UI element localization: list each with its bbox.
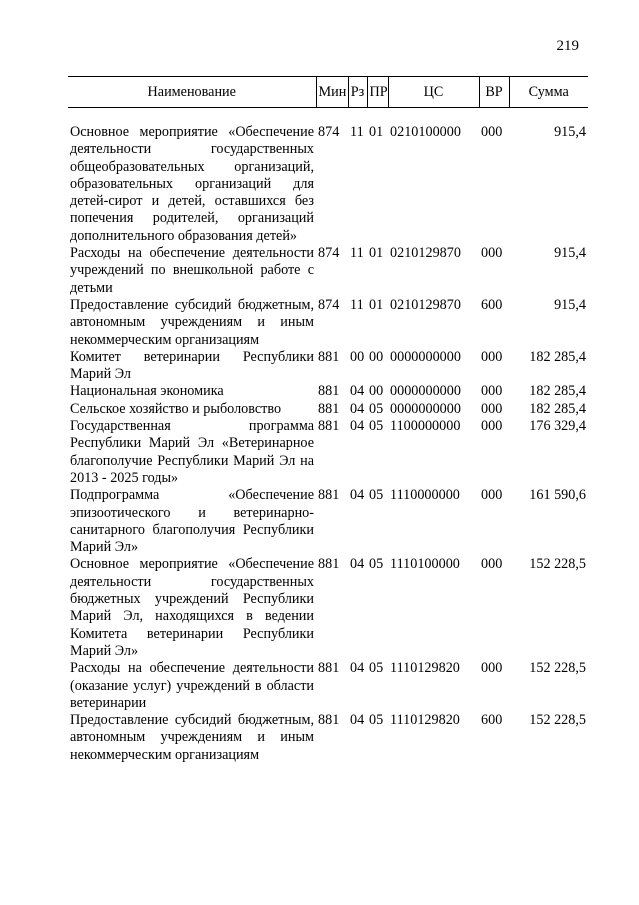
- row-pr: 05: [369, 400, 384, 417]
- row-vr: 000: [481, 556, 503, 573]
- header-sum: Сумма: [509, 77, 588, 108]
- row-vr: 600: [481, 712, 503, 729]
- row-pr: 01: [369, 124, 384, 140]
- row-min: 881: [318, 383, 340, 400]
- row-min: 874: [318, 124, 340, 140]
- row-vr: 000: [481, 400, 503, 417]
- table-row: [68, 660, 588, 712]
- row-cs: 0210129870: [390, 296, 461, 313]
- row-pr: 00: [369, 383, 384, 400]
- row-sum: 152 228,5: [529, 712, 586, 729]
- row-sum: 152 228,5: [529, 556, 586, 573]
- row-min: 874: [318, 296, 340, 313]
- table-row: [68, 297, 588, 349]
- page-number: 219: [556, 38, 579, 54]
- row-rz: 11: [350, 245, 364, 262]
- row-name: Основное мероприятие «Обеспечение деятельности государственных бюджетных учреждений Республики Марий Эл, находящихся в ведении Комитета ветеринарии Республики Марий Эл»: [70, 556, 314, 659]
- row-vr: 000: [481, 245, 503, 262]
- row-min: 881: [318, 400, 340, 417]
- table-row: [68, 418, 588, 487]
- row-rz: 04: [350, 556, 365, 573]
- row-cs: 1110129820: [390, 660, 460, 677]
- budget-table: [68, 76, 588, 764]
- row-cs: 0000000000: [390, 400, 461, 417]
- table-row: [68, 349, 588, 384]
- row-cs: 1110129820: [390, 712, 460, 729]
- row-min: 881: [318, 660, 340, 677]
- header-cs: ЦС: [388, 77, 479, 108]
- table-row: [68, 556, 588, 660]
- row-pr: 01: [369, 245, 384, 262]
- row-sum: 182 285,4: [529, 383, 586, 400]
- row-name: Предоставление субсидий бюджетным, автономным учреждениям и иным некоммерческим организациям: [70, 712, 314, 763]
- row-name: Основное мероприятие «Обеспечение деятельности государственных общеобразовательных организаций, образовательных организаций для детей-сирот и детей, оставшихся без попечения родителей, организаций дополнительного образования детей»: [70, 124, 314, 244]
- header-pr: ПР: [367, 77, 388, 108]
- row-min: 881: [318, 487, 340, 504]
- table-row: [68, 712, 588, 764]
- row-vr: 000: [481, 383, 503, 400]
- header-min: Мин: [316, 77, 348, 108]
- row-name: Комитет ветеринарии Республики Марий Эл: [70, 348, 314, 383]
- row-cs: 0000000000: [390, 348, 461, 365]
- row-rz: 11: [350, 296, 364, 313]
- row-pr: 05: [369, 418, 384, 435]
- row-pr: 01: [369, 296, 384, 313]
- row-cs: 1100000000: [390, 418, 461, 435]
- table-row: [68, 487, 588, 556]
- row-pr: 00: [369, 348, 384, 365]
- row-vr: 000: [481, 124, 503, 140]
- row-name: Сельское хозяйство и рыболовство: [70, 400, 282, 417]
- row-sum: 915,4: [554, 245, 586, 262]
- row-sum: 182 285,4: [529, 400, 586, 417]
- spacer-row: [68, 108, 588, 125]
- row-sum: 152 228,5: [529, 660, 586, 677]
- row-pr: 05: [369, 660, 384, 677]
- row-cs: 0000000000: [390, 383, 461, 400]
- table-row: [68, 245, 588, 297]
- row-cs: 0210129870: [390, 245, 461, 262]
- row-rz: 04: [350, 418, 365, 435]
- row-sum: 182 285,4: [529, 348, 586, 365]
- row-rz: 04: [350, 712, 365, 729]
- table-row: [68, 124, 588, 245]
- table-row: [68, 383, 588, 400]
- row-sum: 161 590,6: [529, 487, 586, 504]
- table-header-row: [68, 77, 588, 108]
- row-cs: 0210100000: [390, 124, 461, 140]
- row-name: Государственная программа Республики Марий Эл «Ветеринарное благополучие Республики Марий Эл на 2013 - 2025 годы»: [70, 418, 314, 486]
- row-vr: 600: [481, 296, 503, 313]
- row-min: 881: [318, 712, 340, 729]
- table-row: [68, 401, 588, 418]
- header-vr: ВР: [479, 77, 509, 108]
- row-vr: 000: [481, 348, 503, 365]
- row-rz: 04: [350, 383, 365, 400]
- row-vr: 000: [481, 418, 503, 435]
- row-rz: 04: [350, 660, 365, 677]
- row-min: 881: [318, 556, 340, 573]
- row-sum: 915,4: [554, 296, 586, 313]
- row-name: Расходы на обеспечение деятельности учреждений по внешкольной работе с детьми: [70, 245, 314, 296]
- header-rz: Рз: [348, 77, 367, 108]
- row-min: 874: [318, 245, 340, 262]
- row-rz: 04: [350, 400, 365, 417]
- row-cs: 1110000000: [390, 487, 460, 504]
- header-name: Наименование: [68, 77, 316, 108]
- row-rz: 11: [350, 124, 364, 140]
- row-pr: 05: [369, 712, 384, 729]
- row-name: Расходы на обеспечение деятельности (оказание услуг) учреждений в области ветеринарии: [70, 660, 314, 711]
- row-name: Подпрограмма «Обеспечение эпизоотического и ветеринарно-санитарного благополучия Республики Марий Эл»: [70, 487, 314, 556]
- row-name: Предоставление субсидий бюджетным, автономным учреждениям и иным некоммерческим организациям: [70, 296, 314, 348]
- row-sum: 915,4: [554, 124, 586, 140]
- row-pr: 05: [369, 487, 384, 504]
- row-min: 881: [318, 348, 340, 365]
- row-rz: 04: [350, 487, 365, 504]
- row-vr: 000: [481, 487, 503, 504]
- row-vr: 000: [481, 660, 503, 677]
- row-cs: 1110100000: [390, 556, 460, 573]
- row-min: 881: [318, 418, 340, 435]
- row-rz: 00: [350, 348, 365, 365]
- row-name: Национальная экономика: [70, 383, 224, 400]
- row-sum: 176 329,4: [529, 418, 586, 435]
- row-pr: 05: [369, 556, 384, 573]
